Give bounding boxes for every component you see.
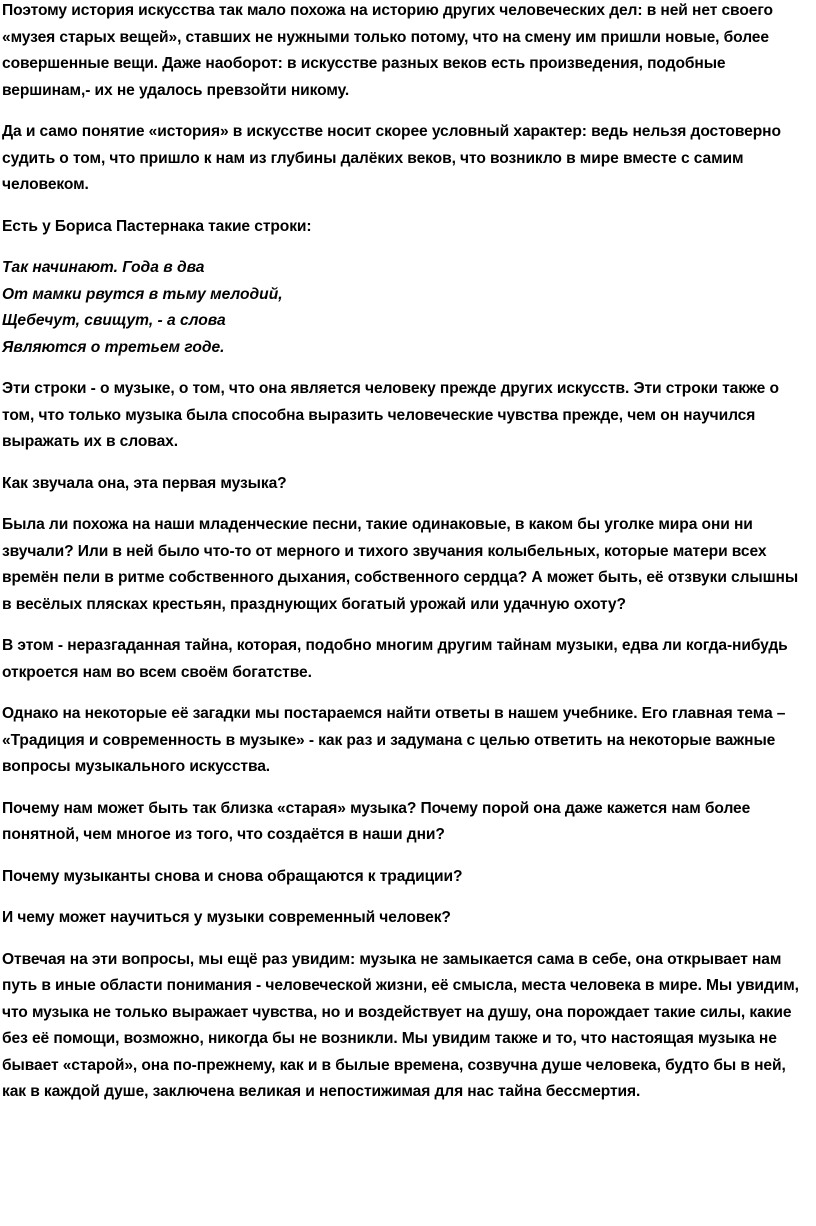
paragraph-lullabies: Была ли похожа на наши младенческие песни, такие одинаковые, в каком бы уголке мира они ни звучали? Или в ней было что-то от мерного и тихого звучания колыбельных, которые матери всех времён пели в ритме собственного дыхания, собственного сердца? А может быть, её отзвуки слышны в весёлых плясках крестьян, празднующих богатый урожай или удачную охоту? <box>2 516 799 613</box>
verse-line: От мамки рвутся в тьму мелодий, <box>2 285 283 303</box>
pasternak-verse <box>2 255 804 361</box>
paragraph-mystery: В этом - неразгаданная тайна, которая, подобно многим другим тайнам музыки, едва ли когда-нибудь откроется нам во всем своём богатстве. <box>2 637 788 681</box>
paragraph-history-of-art: Поэтому история искусства так мало похожа на историю других человеческих дел: в ней нет своего «музея старых вещей», ставших не нужными только потому, что на смену им пришли новые, более совершенные вещи. Даже наоборот: в искусстве разных веков есть произведения, подобные вершинам,- их не удалось превзойти никому. <box>2 2 773 99</box>
paragraph-conclusion: Отвечая на эти вопросы, мы ещё раз увидим: музыка не замыкается сама в себе, она открывает нам путь в иные области понимания - человеческой жизни, её смысла, места человека в мире. Мы увидим, что музыка не только выражает чувства, но и воздействует на душу, она порождает такие силы, какие без её помощи, возможно, никогда бы не возникли. Мы увидим также и то, что настоящая музыка не бывает «старой», она по-прежнему, как и в былые времена, созвучна душе человека, будто бы в ней, как в каждой душе, заключена великая и непостижимая для нас тайна бессмертия. <box>2 950 799 1100</box>
paragraph-concept-of-history: Да и само понятие «история» в искусстве носит скорее условный характер: ведь нельзя достоверно судить о том, что пришло к нам из глубины далёких веков, что возникло в мире вместе с самим человеком. <box>2 123 781 193</box>
paragraph-pasternak-intro: Есть у Бориса Пастернака такие строки: <box>2 217 312 235</box>
paragraph-modern-person-question: И чему может научиться у музыки современный человек? <box>2 909 451 926</box>
verse-line: Так начинают. Года в два <box>2 259 205 276</box>
paragraph-tradition-question: Почему музыканты снова и снова обращаются к традиции? <box>2 867 463 885</box>
paragraph-textbook-theme: Однако на некоторые её загадки мы постараемся найти ответы в нашем учебнике. Его главная тема – «Традиция и современность в музыке» - как раз и задумана с целью ответить на некоторые важные вопросы музыкального искусства. <box>2 705 786 775</box>
paragraph-first-music-question: Как звучала она, эта первая музыка? <box>2 474 287 492</box>
paragraph-about-music: Эти строки - о музыке, о том, что она является человеку прежде других искусств. Эти строки также о том, что только музыка была способна выразить человеческие чувства прежде, чем он научился выражать их в словах. <box>2 380 779 450</box>
paragraph-old-music-question: Почему нам может быть так близка «старая» музыка? Почему порой она даже кажется нам более понятной, чем многое из того, что создаётся в наши дни? <box>2 799 751 843</box>
verse-line: Щебечут, свищут, - а слова <box>2 312 226 329</box>
verse-line: Являются о третьем годе. <box>2 338 225 356</box>
